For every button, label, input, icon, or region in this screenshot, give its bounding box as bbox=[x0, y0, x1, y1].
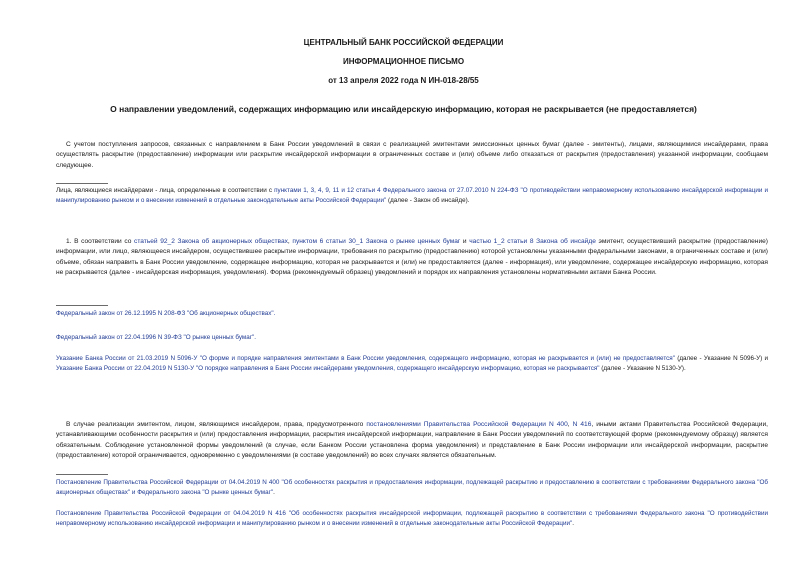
paragraph-text: , иными актами Правительства Российской Федерации, устанавливающими особенности раскрытия и (или) предоставления информации, раскрытия инсайдерской информации, направление в Банк России уведомлений по соответствующей форме (рекомендуемому образцу) является обязательным. Соблюдение установленной формы уведомлений (в случае, если Банком России установлена форма уведомления) и представление в Банк России информации или инсайдерской информации, раскрытие (предоставление) которой ограничивается, одновременно с уведомлениями (в составе уведомлений) во всех случаях является обязательным. bbox=[56, 421, 768, 460]
footnote-text: (далее - Указание N 5130-У). bbox=[599, 364, 686, 372]
directive-5130-u-link[interactable]: Указание Банка России от 22.04.2019 N 5130-У "О порядке направления в Банк России инсайдерами уведомления, содержащего инсайдерскую информацию, которая не раскрывается" bbox=[56, 364, 600, 372]
footnote-separator bbox=[56, 305, 108, 306]
footnote-text: (далее - Указание N 5096-У) и bbox=[674, 355, 768, 362]
footnote-joint-stock-law bbox=[56, 309, 768, 319]
decree-416-text-link[interactable]: Постановление Правительства Российской Федерации от 04.04.2019 N 416 "Об особенностях раскрытия инсайдерской информации, подлежащей раскрытию в соответствии с требованиями Федерального закона "О противодействии неправомерному использованию инсайдерской информации и манипулированию рынком и о внесении изменений в отдельные законодательные акты Российской Федерации" bbox=[56, 510, 768, 527]
footnote-separator bbox=[56, 183, 108, 184]
paragraph-text: В случае реализации эмитентом, лицом, являющимся инсайдером, права, предусмотренного bbox=[66, 421, 367, 428]
government-decree-416-link[interactable]: N 416 bbox=[572, 421, 592, 428]
paragraph-2 bbox=[56, 420, 768, 462]
paragraph-text: , bbox=[287, 238, 293, 245]
law-208-fz-link[interactable]: Федеральный закон от 26.12.1995 N 208-ФЗ "Об акционерных обществах". bbox=[56, 310, 276, 317]
insider-law-link[interactable]: частью 1_2 статьи 8 Закона об инсайде bbox=[469, 238, 596, 245]
footnote-bank-directives bbox=[56, 354, 768, 374]
paragraph-text: эмитент, осуществивший раскрытие (предоставление) информации, или лицо, являющееся инсайдером, осуществившее раскрытие информации, требования по раскрытию (предоставлению) которой установлены указанными федеральными законами, в ограниченных составе и (или) объеме, обязан направить в Банк России уведомление, содержащее информацию, которая не раскрывается и (или) не предоставляется (далее - информация), или уведомление, содержащее инсайдерскую информацию, которая не раскрывается (далее - инсайдерская информация, уведомления). Форма (рекомендуемый образец) уведомлений и порядок их направления установлены нормативными актами Банка России. bbox=[56, 238, 768, 277]
footnote-text: (далее - Закон об инсайде). bbox=[386, 196, 470, 204]
footnote-text: . bbox=[273, 488, 275, 496]
intro-text: С учетом поступления запросов, связанных с направлением в Банк России уведомлений в связи с реализацией эмитентами эмиссионных ценных бумаг (далее - эмитенты), лицами, являющимися инсайдерами, права осуществлять раскрытие (предоставление) информации или раскрытие инсайдерской информации в ограниченных составе и (или) объеме либо отказаться от раскрытия (предоставления) указанной информации, сообщаем следующее. bbox=[56, 141, 768, 169]
securities-market-law-link[interactable]: пунктом 6 статьи 30_1 Закона о рынке ценных бумаг bbox=[292, 238, 461, 245]
footnote-text: . bbox=[572, 519, 574, 527]
document-title: О направлении уведомлений, содержащих информацию или инсайдерскую информацию, которая не раскрывается (не предоставляется) bbox=[110, 104, 697, 114]
document-date-number: от 13 апреля 2022 года N ИН-018-28/55 bbox=[328, 76, 479, 85]
footnote-text: Лица, являющиеся инсайдерами - лица, определенные в соответствии с bbox=[56, 187, 275, 194]
footnote-insiders bbox=[56, 186, 768, 206]
intro-paragraph bbox=[56, 140, 768, 171]
law-39-fz-link[interactable]: Федеральный закон от 22.04.1996 N 39-ФЗ "О рынке ценных бумаг". bbox=[56, 334, 257, 341]
paragraph-1 bbox=[56, 237, 768, 279]
issuer-org: ЦЕНТРАЛЬНЫЙ БАНК РОССИЙСКОЙ ФЕДЕРАЦИИ bbox=[303, 38, 504, 47]
document-type: ИНФОРМАЦИОННОЕ ПИСЬМО bbox=[342, 57, 465, 66]
footnote-decree-400 bbox=[56, 478, 768, 498]
joint-stock-law-link[interactable]: статьей 92_2 Закона об акционерных обществах bbox=[134, 238, 288, 245]
government-decree-400-link[interactable]: постановлениями Правительства Российской Федерации N 400 bbox=[366, 421, 568, 428]
footnote-separator bbox=[56, 474, 108, 475]
law-224-fz-link[interactable]: пунктами 1, 3, 4, 9, 11 и 12 статьи 4 Федерального закона от 27.07.2010 N 224-ФЗ "О противодействии неправомерному использованию инсайдерской информации и манипулированию рынком и о внесении изменений в отдельные законодательные акты Российской Федерации" bbox=[56, 187, 768, 204]
footnote-decree-416 bbox=[56, 509, 768, 529]
paragraph-text: 1. В соответствии со bbox=[66, 238, 135, 245]
decree-400-text-link[interactable]: Постановление Правительства Российской Федерации от 04.04.2019 N 400 "Об особенностях раскрытия и предоставления информации, подлежащей раскрытию и предоставлению в соответствии с требованиями Федерального закона "Об акционерных обществах" и Федерального закона "О рынке ценных бумаг" bbox=[56, 479, 768, 496]
directive-5096-u-link[interactable]: Указание Банка России от 21.03.2019 N 5096-У "О форме и порядке направления эмитентами в Банк России уведомления, содержащего информацию, которая не раскрывается и (или) не предоставляется" bbox=[56, 355, 675, 362]
paragraph-text: , bbox=[567, 421, 573, 428]
footnote-securities-law bbox=[56, 333, 768, 343]
paragraph-text: и bbox=[460, 238, 470, 245]
